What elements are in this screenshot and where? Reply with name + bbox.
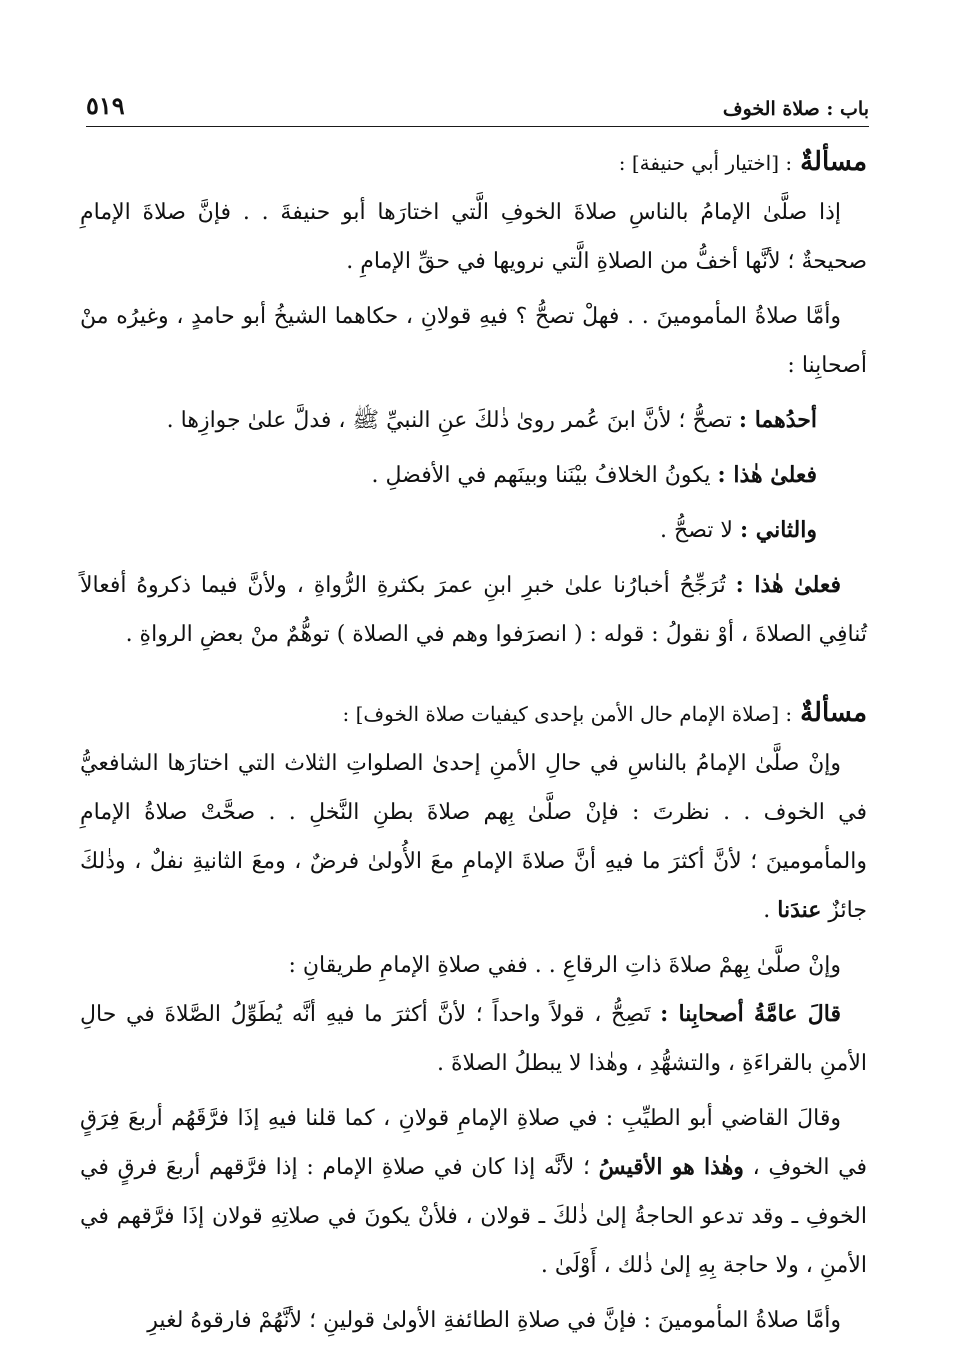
paragraph-1-bold: عندَنا <box>777 897 822 923</box>
chapter-title: باب : صلاة الخوف <box>722 98 869 120</box>
paragraph-4-bold: وهٰذا هو الأقيسُ <box>598 1154 744 1180</box>
running-header <box>86 86 869 120</box>
paragraph-1-text: وإنْ صلَّىٰ الإمامُ بالناسِ في حالِ الأمنِ إحدىٰ الصلواتِ الثلاث التي اختارَها الشافعيُّ في الخوف . . نظرتَ : فإنْ صلَّىٰ بِهم صلاةَ بطنِ النَّخلِ . . صحَّتْ صلاةُ الإمامِ والمأمومينَ ؛ لأنَّ أكثرَ ما فيهِ أنَّ صلاةَ الإمامِ معَ الأُولىٰ فرضٌ ، ومعَ الثانيةِ نفلٌ ، وذٰلكَ جائزٌ <box>80 751 867 923</box>
masala-title: : [اختيار أبي حنيفة] : <box>618 151 793 175</box>
masala-1-paragraph-2: وأمَّا صلاةُ المأمومينَ . . فهلْ تصحُّ ؟ فيهِ قولانِ ، حكاهما الشيخُ أبو حامدٍ ، وغيرُه منْ أصحابِنا : <box>80 304 867 378</box>
masala-label: مسألةٌ <box>800 147 867 177</box>
paragraph-1-end: . <box>763 898 778 923</box>
masala-2-paragraph-4 <box>80 1094 867 1290</box>
masala-2-paragraph-1 <box>80 739 867 935</box>
masala-2-heading <box>80 689 867 739</box>
consequence-1-text: يكونُ الخلافُ بيْنَنا وبينَهم في الأفضلِ . <box>371 463 711 488</box>
masala-1-heading <box>80 138 867 188</box>
page-body <box>80 138 867 1345</box>
paragraph-4-end: ؛ لأنَّه إذا كان في صلاةِ الإمام : إذا فرَّقهم أربعَ فرقٍ في الخوفِ ـ وقد تدعو الحاجةُ إلىٰ ذٰلكَ ـ قولان ، فلأنْ يكونَ في صلاتِهِ قولان إذَا فرَّقهم في الأمنِ ، ولا حاجة بِهِ إلىٰ ذٰلك ، أَوْلَىٰ . <box>80 1155 867 1278</box>
masala-title: : [صلاة الإمام حال الأمن بإحدى كيفيات صلاة الخوف] : <box>342 702 793 726</box>
consequence-2-text: تُرَجِّحُ أخبارُنا علىٰ خبرِ ابنِ عمرَ بكثرةِ الرُّواةِ ، ولأنَّ فيما ذكروهُ أفعالاً تُنافِي الصلاةَ ، أوْ نقولُ : قوله : ( انصرَفوا وهم في الصلاة ) توهُّمٌ منْ بعضِ الرواةِ . <box>80 573 867 647</box>
first-opinion-text: تصحُّ ؛ لأنَّ ابنَ عُمر روىٰ ذٰلكَ عنِ النبيِّ ﷺ ، فدلَّ علىٰ جوازِها . <box>166 408 732 433</box>
masala-1-first-opinion <box>80 396 867 445</box>
paragraph-4-start: وقالَ القاضي أبو الطيِّبِ : في صلاةِ الإمامِ قولانِ ، كما قلنا فيهِ إذَا فرَّقَهُم أربعَ فِرَقٍ في الخوفِ ، <box>80 1106 867 1180</box>
second-opinion-text: لا تصحُّ . <box>660 518 733 543</box>
consequence-2-label: فعلىٰ هٰذا : <box>735 572 841 598</box>
masala-1-paragraph-1: إذا صلَّىٰ الإمامُ بالناسِ صلاةَ الخوفِ الَّتي اختارَها أبو حنيفةَ . . فإنَّ صلاةَ الإمامِ صحيحةٌ ؛ لأنَّها أخفُّ من الصلاةِ الَّتي نرويها في حقِّ الإمامِ . <box>80 200 867 274</box>
masala-2-paragraph-3 <box>80 990 867 1088</box>
masala-2-paragraph-5: وأمَّا صلاةُ المأمومينَ : فإنَّ في صلاةِ الطائفةِ الأولىٰ قولينِ ؛ لأنَّهُمْ فارقوهُ لغيرِ <box>147 1308 841 1333</box>
masala-1-consequence-1 <box>80 451 867 500</box>
masala-label: مسألةٌ <box>800 698 867 728</box>
first-opinion-label: أحدُهما : <box>738 407 817 433</box>
second-opinion-label: والثاني : <box>739 517 817 543</box>
masala-1-consequence-2 <box>80 561 867 659</box>
masala-2-paragraph-2: وإنْ صلَّىٰ بِهمْ صلاةَ ذاتِ الرقاعِ . . ففي صلاةِ الإمامِ طريقانِ : <box>288 953 841 978</box>
consequence-1-label: فعلىٰ هٰذا : <box>717 462 817 488</box>
page-number: ٥١٩ <box>86 91 125 120</box>
masala-1-second-opinion <box>80 506 867 555</box>
paragraph-3-text: تَصِحُّ ، قولاً واحداً ؛ لأنَّ أكثرَ ما فيهِ أنَّه يُطَوِّلُ الصَّلاةَ في حالِ الأمنِ بالقراءَةِ ، والتشهُّدِ ، وهٰذا لا يبطلُ الصلاةَ . <box>80 1002 867 1076</box>
paragraph-3-label: قالَ عامَّةُ أصحابِنا : <box>660 1001 841 1027</box>
header-divider <box>86 126 869 127</box>
